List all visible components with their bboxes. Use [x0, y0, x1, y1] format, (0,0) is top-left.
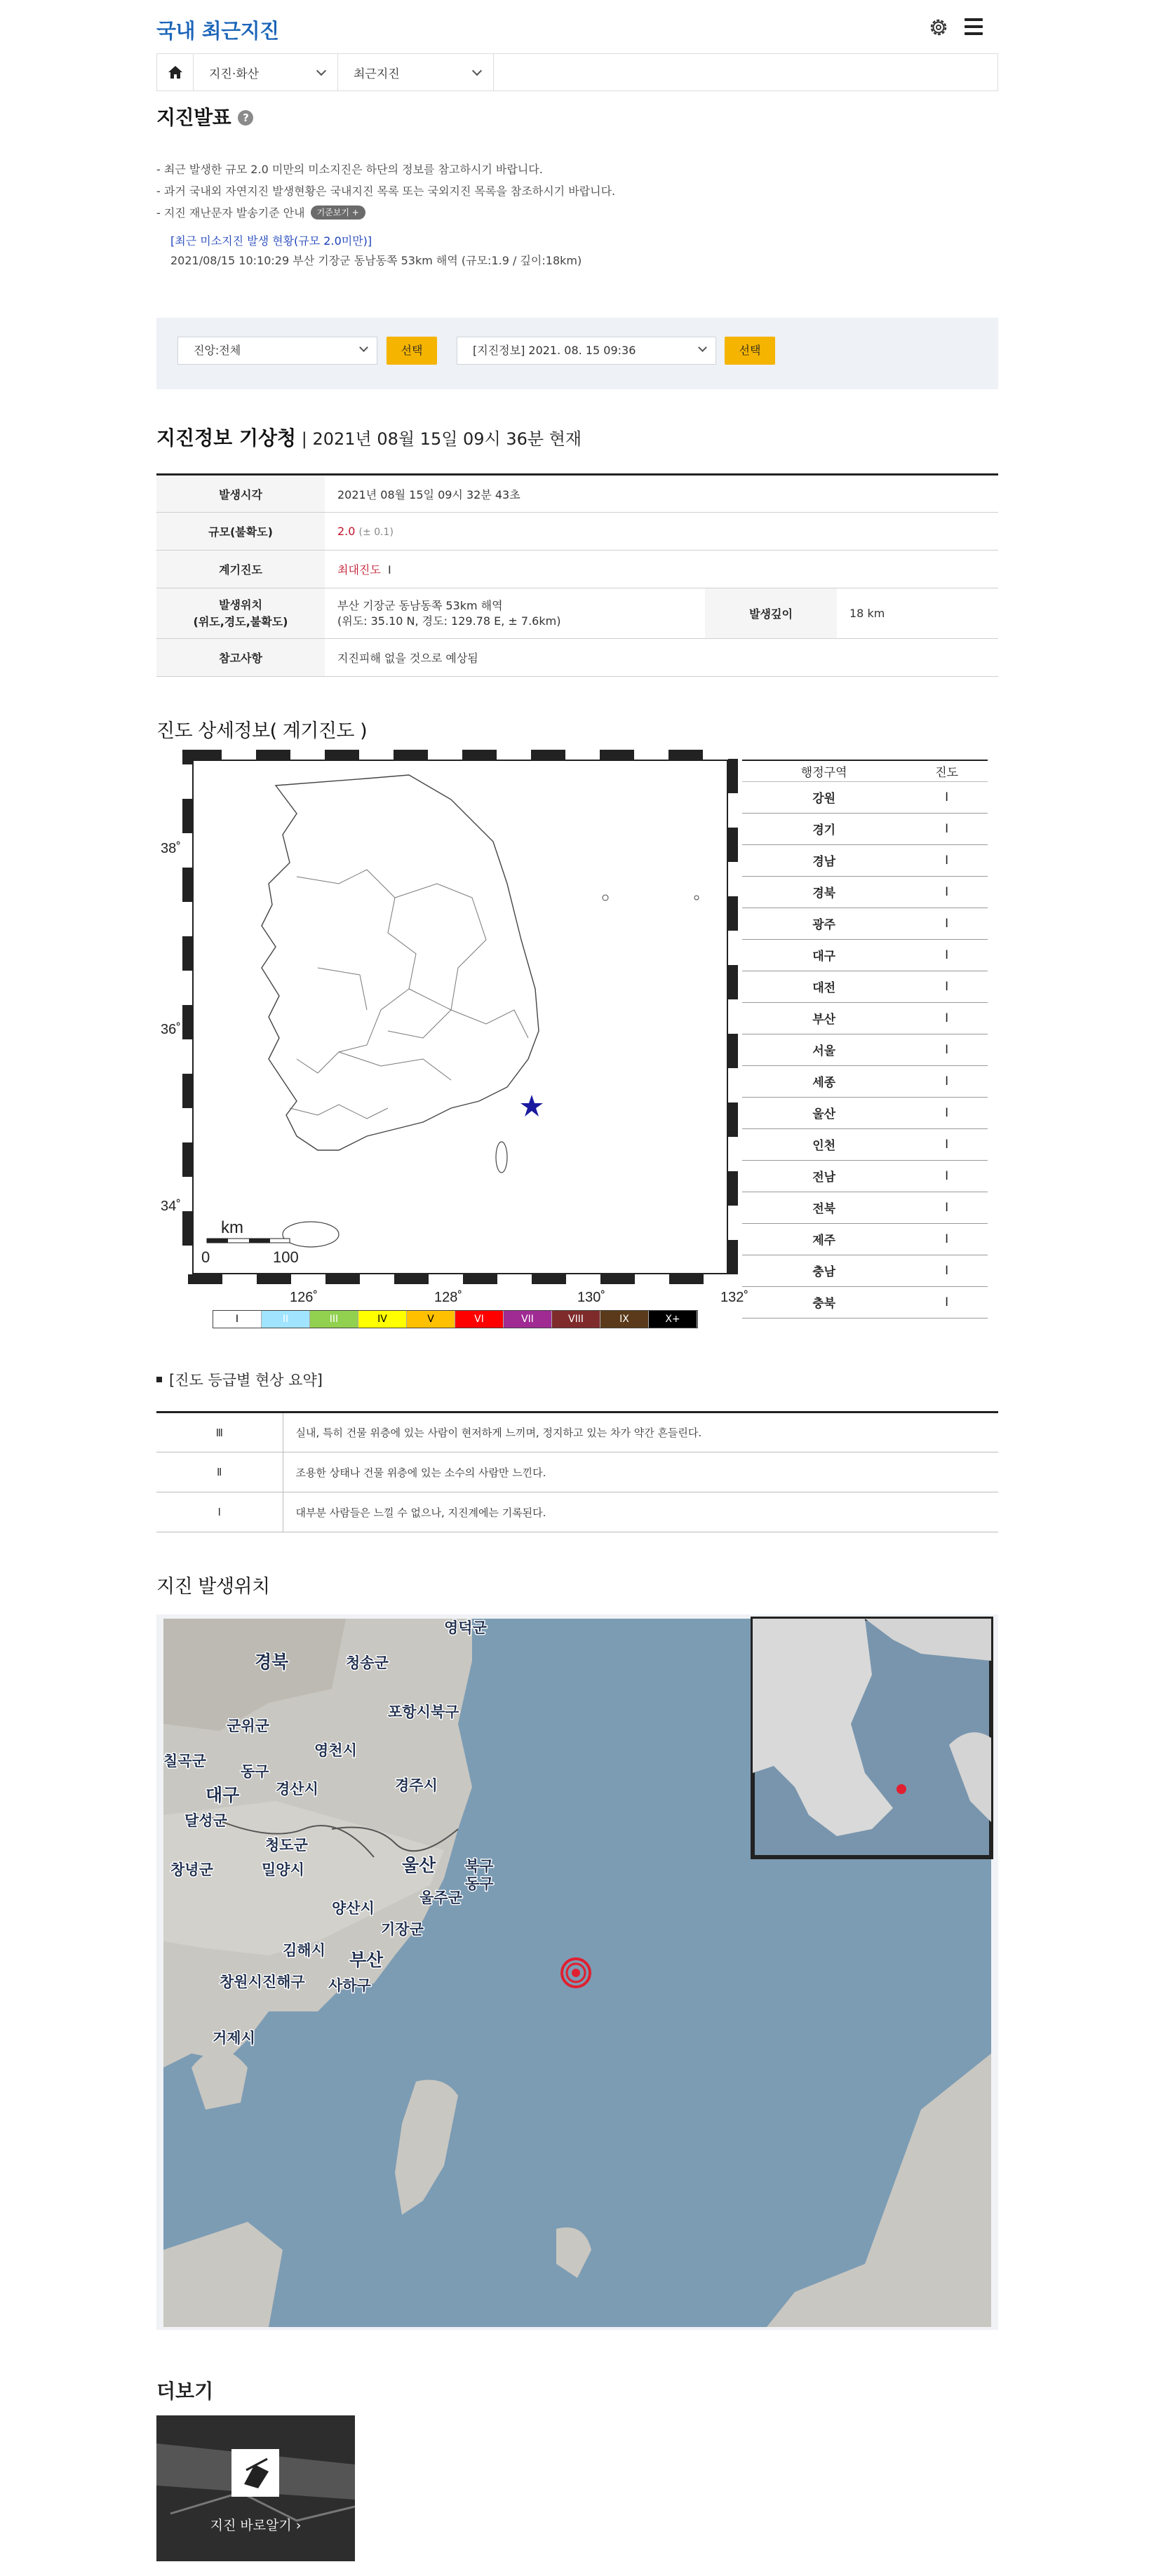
region-select-value: 진앙:전체 [194, 344, 241, 357]
region-name: 경기 [742, 813, 906, 844]
chevron-down-icon [359, 343, 368, 352]
info-subtitle: | 2021년 08월 15일 09시 36분 현재 [296, 429, 582, 449]
quake-depth: 18 km [837, 588, 998, 639]
breadcrumb-select-category[interactable] [194, 54, 338, 90]
place-label: 대구 [206, 1786, 240, 1805]
region-name: 경북 [742, 876, 906, 908]
card-label: 지진 바로알기 › [210, 2518, 302, 2533]
place-label: 청도군 [265, 1837, 308, 1854]
max-intensity-label: 최대진도 [337, 563, 381, 576]
region-name: 인천 [742, 1128, 906, 1160]
quake-info-title [156, 423, 582, 451]
row-label-intensity: 계기진도 [156, 551, 325, 588]
region-name: 광주 [742, 908, 906, 939]
legend-item: IV [358, 1311, 407, 1328]
summary-text: 조용한 상태나 건물 위층에 있는 소수의 사람만 느낀다. [283, 1452, 998, 1492]
region-name: 충북 [742, 1286, 906, 1318]
breadcrumb-select-page[interactable] [338, 54, 494, 90]
guide-button[interactable]: 기준보기 + [311, 205, 365, 220]
table-row [156, 513, 998, 551]
place-label: 포항시북구 [388, 1704, 459, 1720]
region-name: 대구 [742, 939, 906, 971]
notice-item: - 과거 국내외 자연지진 발생현황은 국내지진 목록 또는 국외지진 목록을 참조하시기 바랍니다. [156, 184, 616, 198]
region-level: Ⅰ [906, 781, 988, 813]
table-row [156, 1452, 998, 1492]
legend-item: V [407, 1311, 455, 1328]
place-label: 경북 [255, 1652, 289, 1672]
table-row [742, 1097, 988, 1128]
region-name: 경남 [742, 844, 906, 876]
intensity-map [156, 757, 749, 1333]
place-label: 울산 [402, 1856, 436, 1875]
card-background [156, 2415, 355, 2561]
micro-quake-info [170, 231, 582, 271]
summary-text: 실내, 특히 건물 위층에 있는 사람이 현저하게 느끼며, 정지하고 있는 차가 약간 흔들린다. [283, 1412, 998, 1452]
intensity-table [742, 760, 988, 1319]
table-row [156, 1492, 998, 1532]
place-label: 밀양시 [262, 1862, 304, 1878]
quake-location [325, 588, 705, 639]
lon-tick: 126˚ [290, 1290, 318, 1305]
filter-bar [156, 318, 998, 389]
notice-item: - 최근 발생한 규모 2.0 미만의 미소지진은 하단의 정보를 참고하시기 바랍니다. [156, 163, 543, 176]
place-label: 기장군 [381, 1922, 424, 1938]
region-level: Ⅰ [906, 1286, 988, 1318]
location-label-sub: (위도,경도,불확도) [193, 614, 288, 628]
place-label: 창원시진해구 [220, 1974, 305, 1990]
place-label: 동구 [465, 1876, 494, 1892]
table-row [742, 844, 988, 876]
place-label: 군위군 [227, 1718, 269, 1734]
region-level: Ⅰ [906, 1034, 988, 1065]
region-level: Ⅰ [906, 1160, 988, 1192]
place-label: 양산시 [332, 1901, 375, 1917]
region-select[interactable] [177, 337, 377, 365]
quake-remarks: 지진피해 없을 것으로 예상됨 [325, 639, 998, 677]
legend-item: II [262, 1311, 310, 1328]
section-title-announce [156, 102, 253, 130]
section-title-more: 더보기 [156, 2380, 214, 2403]
summary-title [156, 1369, 323, 1390]
quake-info-table [156, 473, 998, 677]
place-label: 영덕군 [444, 1620, 487, 1636]
chevron-down-icon [316, 65, 326, 75]
summary-title-text: [진도 등급별 현상 요약] [169, 1372, 323, 1389]
region-level: Ⅰ [906, 908, 988, 939]
table-row [742, 939, 988, 971]
quake-time: 2021년 08월 15일 09시 32분 43초 [325, 475, 998, 513]
region-level: Ⅰ [906, 939, 988, 971]
max-intensity-value: Ⅰ [388, 563, 391, 576]
place-label: 울주군 [419, 1890, 462, 1906]
breadcrumb [156, 53, 998, 91]
table-row [742, 908, 988, 939]
quake-intensity [325, 551, 998, 588]
row-label-remarks: 참고사항 [156, 639, 325, 677]
table-row [156, 475, 998, 513]
notice-text: - 지진 재난문자 발송기준 안내 [156, 206, 305, 220]
region-name: 전남 [742, 1160, 906, 1192]
micro-quake-link[interactable]: [최근 미소지진 발생 현황(규모 2.0미만)] [170, 234, 372, 248]
location-text: 부산 기장군 동남동쪽 53km 해역 [337, 598, 503, 612]
location-label: 발생위치 [219, 598, 262, 612]
region-level: Ⅰ [906, 1097, 988, 1128]
chevron-down-icon [698, 343, 707, 352]
intensity-legend [213, 1310, 698, 1328]
announce-title: 지진발표 [156, 106, 231, 129]
table-row [742, 1286, 988, 1318]
table-row [742, 1065, 988, 1097]
region-name: 세종 [742, 1065, 906, 1097]
magnitude-value: 2.0 [337, 525, 356, 538]
region-name: 서울 [742, 1034, 906, 1065]
info-title: 지진정보 기상청 [156, 426, 297, 450]
breadcrumb-page-label: 최근지진 [354, 67, 400, 81]
region-level: Ⅰ [906, 1192, 988, 1223]
table-row [156, 639, 998, 677]
region-level: Ⅰ [906, 1128, 988, 1160]
region-level: Ⅰ [906, 971, 988, 1002]
table-row [742, 781, 988, 813]
region-name: 전북 [742, 1192, 906, 1223]
page [156, 0, 998, 2533]
legend-item: VIII [552, 1311, 600, 1328]
legend-item: III [310, 1311, 358, 1328]
region-name: 강원 [742, 781, 906, 813]
table-row [742, 813, 988, 844]
intensity-summary-table [156, 1411, 998, 1532]
region-select-button[interactable]: 선택 [387, 337, 437, 365]
region-level: Ⅰ [906, 1002, 988, 1034]
place-label: 부산 [349, 1950, 384, 1970]
lat-tick: 34˚ [161, 1199, 181, 1214]
summary-level: Ⅰ [156, 1492, 283, 1532]
region-name: 충남 [742, 1255, 906, 1286]
place-label: 달성군 [184, 1813, 227, 1829]
notice-list [156, 159, 615, 224]
column-header-region: 행정구역 [742, 760, 906, 781]
summary-level: Ⅲ [156, 1412, 283, 1452]
magnitude-uncertainty: (± 0.1) [358, 527, 394, 538]
breadcrumb-category-label: 지진·화산 [209, 67, 260, 81]
app-title: 국내 최근지진 [156, 19, 279, 43]
section-title-location: 지진 발생위치 [156, 1576, 270, 1598]
region-level: Ⅰ [906, 876, 988, 908]
table-row [742, 1223, 988, 1255]
region-name: 부산 [742, 1002, 906, 1034]
summary-text: 대부분 사람들은 느낄 수 없으나, 지진계에는 기록된다. [283, 1492, 998, 1532]
header [156, 0, 998, 53]
lon-tick: 132˚ [720, 1290, 749, 1305]
place-label: 청송군 [346, 1655, 389, 1671]
region-level: Ⅰ [906, 813, 988, 844]
place-label: 창녕군 [170, 1862, 213, 1878]
place-label: 북구 [465, 1859, 494, 1875]
table-row [742, 876, 988, 908]
location-map [156, 1614, 998, 2330]
table-row [742, 1002, 988, 1034]
chevron-down-icon [472, 65, 482, 75]
scale-unit: km [221, 1218, 243, 1237]
table-row [742, 1128, 988, 1160]
table-row [742, 1192, 988, 1223]
region-name: 대전 [742, 971, 906, 1002]
region-level: Ⅰ [906, 1255, 988, 1286]
summary-level: Ⅱ [156, 1452, 283, 1492]
report-select-value: [지진정보] 2021. 08. 15 09:36 [473, 344, 636, 357]
report-select-button[interactable]: 선택 [725, 337, 775, 365]
legend-item: VII [504, 1311, 552, 1328]
place-label: 경산시 [276, 1781, 318, 1798]
row-label-time: 발생시각 [156, 475, 325, 513]
column-header-level: 진도 [906, 760, 988, 781]
place-label: 영천시 [314, 1743, 357, 1759]
region-name: 제주 [742, 1223, 906, 1255]
section-title-intensity: 진도 상세정보( 계기진도 ) [156, 720, 368, 742]
table-row [742, 1160, 988, 1192]
quake-guide-card[interactable] [156, 2415, 355, 2561]
lon-tick: 128˚ [434, 1290, 463, 1305]
lon-tick: 130˚ [577, 1290, 606, 1305]
region-level: Ⅰ [906, 1065, 988, 1097]
table-row [742, 971, 988, 1002]
row-label-magnitude: 규모(불확도) [156, 513, 325, 551]
place-label: 동구 [241, 1764, 269, 1780]
notice-item [156, 202, 615, 224]
gear-icon[interactable] [928, 17, 949, 38]
table-row [156, 588, 998, 639]
report-select[interactable] [457, 337, 716, 365]
legend-item: I [213, 1311, 262, 1328]
table-row [156, 1412, 998, 1452]
legend-item: VI [455, 1311, 504, 1328]
scale-hundred: 100 [273, 1248, 299, 1266]
micro-quake-detail: 2021/08/15 10:10:29 부산 기장군 동남동쪽 53km 해역 (규모:1.9 / 깊이:18km) [170, 254, 582, 267]
menu-icon[interactable] [965, 18, 983, 35]
place-label: 경주시 [395, 1778, 438, 1794]
table-row [742, 1034, 988, 1065]
lat-tick: 38˚ [161, 841, 181, 856]
table-header-row [742, 760, 988, 781]
place-label: 칠곡군 [163, 1753, 206, 1769]
region-level: Ⅰ [906, 1223, 988, 1255]
location-coords: (위도: 35.10 N, 경도: 129.78 E, ± 7.6km) [337, 614, 561, 628]
home-icon[interactable] [157, 54, 194, 90]
quake-magnitude [325, 513, 998, 551]
table-row [156, 551, 998, 588]
row-label-depth: 발생깊이 [705, 588, 837, 639]
row-label-location [156, 588, 325, 639]
place-label: 거제시 [213, 2030, 255, 2046]
place-label: 김해시 [283, 1943, 325, 1959]
legend-item: X+ [649, 1311, 697, 1328]
region-name: 울산 [742, 1097, 906, 1128]
table-row [742, 1255, 988, 1286]
place-label: 사하구 [328, 1978, 371, 1994]
help-icon[interactable]: ? [238, 110, 253, 126]
legend-item: IX [600, 1311, 649, 1328]
lat-tick: 36˚ [161, 1022, 181, 1037]
scale-zero: 0 [201, 1248, 210, 1266]
region-level: Ⅰ [906, 844, 988, 876]
